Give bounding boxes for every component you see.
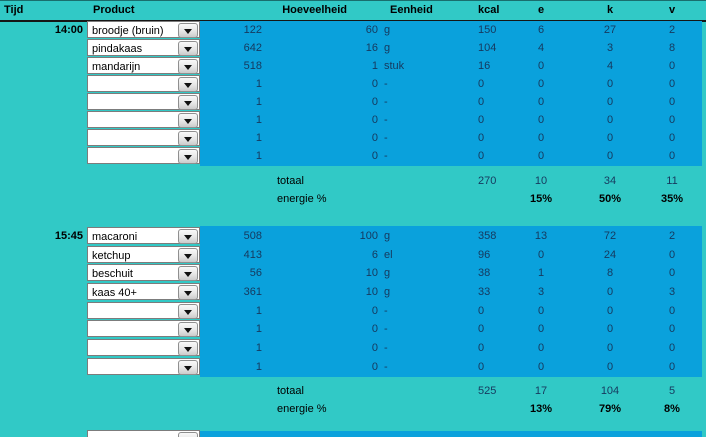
hoeveelheid-cell[interactable]: 56 bbox=[249, 267, 262, 279]
vet-cell: 0 bbox=[668, 249, 676, 261]
vet-cell: 8 bbox=[668, 42, 676, 54]
koolhydraat-cell: 0 bbox=[606, 286, 614, 298]
product-select[interactable] bbox=[87, 264, 200, 281]
vet-cell: 0 bbox=[668, 78, 676, 90]
dropdown-button[interactable] bbox=[178, 113, 198, 128]
product-select-value: macaroni bbox=[92, 231, 138, 243]
chevron-down-icon bbox=[184, 272, 192, 277]
eenheid-unit-cell: g bbox=[384, 267, 391, 279]
koolhydraat-cell: 0 bbox=[606, 150, 614, 162]
kcal-cell: 0 bbox=[478, 323, 485, 335]
dropdown-button[interactable] bbox=[178, 59, 198, 74]
dropdown-button[interactable] bbox=[178, 341, 198, 356]
table-row bbox=[0, 147, 706, 165]
kcal-cell: 33 bbox=[478, 286, 491, 298]
dropdown-button[interactable] bbox=[178, 285, 198, 300]
chevron-down-icon bbox=[184, 137, 192, 142]
dropdown-button[interactable] bbox=[178, 131, 198, 146]
koolhydraat-cell: 0 bbox=[606, 78, 614, 90]
table-row bbox=[0, 358, 706, 376]
vet-cell: 0 bbox=[668, 96, 676, 108]
table-row bbox=[0, 302, 706, 320]
eenheid-amount-cell: 10 bbox=[365, 286, 378, 298]
chevron-down-icon bbox=[184, 65, 192, 70]
vet-cell: 0 bbox=[668, 305, 676, 317]
koolhydraat-cell: 72 bbox=[603, 230, 617, 242]
vet-cell: 0 bbox=[668, 361, 676, 373]
totaal-e: 17 bbox=[534, 385, 548, 397]
table-row bbox=[0, 75, 706, 93]
kcal-cell: 0 bbox=[478, 150, 485, 162]
chevron-down-icon bbox=[184, 47, 192, 52]
eenheid-unit-cell: - bbox=[384, 78, 388, 90]
eenheid-unit-cell: - bbox=[384, 150, 388, 162]
vet-cell: 3 bbox=[668, 286, 676, 298]
hoeveelheid-cell[interactable]: 122 bbox=[243, 24, 262, 36]
kcal-cell: 358 bbox=[478, 230, 497, 242]
eenheid-amount-cell: 0 bbox=[371, 361, 378, 373]
table-row bbox=[0, 57, 706, 75]
eiwit-cell: 13 bbox=[534, 230, 548, 242]
kcal-cell: 16 bbox=[478, 60, 491, 72]
dropdown-button[interactable] bbox=[178, 77, 198, 92]
header-kcal: kcal bbox=[478, 4, 500, 16]
hoeveelheid-cell[interactable]: 1 bbox=[255, 305, 262, 317]
hoeveelheid-cell[interactable]: 1 bbox=[255, 96, 262, 108]
eenheid-unit-cell: g bbox=[384, 286, 391, 298]
eiwit-cell: 0 bbox=[537, 96, 545, 108]
chevron-down-icon bbox=[184, 119, 192, 124]
eenheid-amount-cell: 100 bbox=[359, 230, 378, 242]
header-e: e bbox=[537, 4, 545, 16]
koolhydraat-cell: 3 bbox=[606, 42, 614, 54]
product-select[interactable] bbox=[87, 320, 200, 337]
product-select[interactable] bbox=[87, 283, 200, 300]
table-row bbox=[0, 227, 706, 245]
eenheid-amount-cell: 60 bbox=[365, 24, 378, 36]
eiwit-cell: 1 bbox=[537, 267, 545, 279]
chevron-down-icon bbox=[184, 83, 192, 88]
vet-cell: 0 bbox=[668, 114, 676, 126]
eenheid-amount-cell: 0 bbox=[371, 114, 378, 126]
koolhydraat-cell: 0 bbox=[606, 361, 614, 373]
chevron-down-icon bbox=[184, 101, 192, 106]
eenheid-amount-cell: 0 bbox=[371, 305, 378, 317]
time-label: 14:00 bbox=[54, 24, 83, 36]
product-select[interactable] bbox=[87, 430, 200, 437]
kcal-cell: 104 bbox=[478, 42, 497, 54]
eenheid-unit-cell: - bbox=[384, 305, 388, 317]
eenheid-unit-cell: g bbox=[384, 42, 391, 54]
time-label: 15:45 bbox=[54, 230, 83, 242]
eenheid-amount-cell: 10 bbox=[365, 267, 378, 279]
eiwit-cell: 0 bbox=[537, 60, 545, 72]
dropdown-button[interactable] bbox=[178, 41, 198, 56]
koolhydraat-cell: 27 bbox=[603, 24, 617, 36]
energie-v-percent: 35% bbox=[660, 193, 684, 205]
table-row bbox=[0, 339, 706, 357]
chevron-down-icon bbox=[184, 155, 192, 160]
hoeveelheid-cell[interactable]: 361 bbox=[243, 286, 262, 298]
table-row bbox=[0, 264, 706, 282]
product-select-value: kaas 40+ bbox=[92, 287, 137, 299]
header-k: k bbox=[606, 4, 614, 16]
chevron-down-icon bbox=[184, 366, 192, 371]
product-select-value: mandarijn bbox=[92, 61, 141, 73]
eiwit-cell: 3 bbox=[537, 286, 545, 298]
dropdown-button[interactable] bbox=[178, 322, 198, 337]
chevron-down-icon bbox=[184, 235, 192, 240]
eiwit-cell: 0 bbox=[537, 249, 545, 261]
vet-cell: 0 bbox=[668, 150, 676, 162]
column-header-row bbox=[0, 1, 706, 22]
table-row bbox=[0, 320, 706, 338]
hoeveelheid-cell[interactable]: 1 bbox=[255, 361, 262, 373]
eenheid-unit-cell: - bbox=[384, 361, 388, 373]
product-select[interactable] bbox=[87, 339, 200, 356]
vet-cell: 0 bbox=[668, 60, 676, 72]
koolhydraat-cell: 0 bbox=[606, 305, 614, 317]
vet-cell: 0 bbox=[668, 342, 676, 354]
hoeveelheid-cell[interactable]: 642 bbox=[243, 42, 262, 54]
header-hoeveelheid: Hoeveelheid bbox=[282, 4, 347, 16]
header-eenheid: Eenheid bbox=[390, 4, 433, 16]
hoeveelheid-cell[interactable]: 1 bbox=[255, 132, 262, 144]
koolhydraat-cell: 24 bbox=[603, 249, 617, 261]
hoeveelheid-cell[interactable]: 413 bbox=[243, 249, 262, 261]
energie-row bbox=[0, 400, 706, 418]
kcal-cell: 38 bbox=[478, 267, 491, 279]
table-row bbox=[0, 39, 706, 57]
header-tijd: Tijd bbox=[4, 4, 24, 16]
product-select-value: broodje (bruin) bbox=[92, 25, 164, 37]
dropdown-button[interactable] bbox=[178, 432, 198, 437]
product-select[interactable] bbox=[87, 39, 200, 56]
koolhydraat-cell: 8 bbox=[606, 267, 614, 279]
eenheid-amount-cell: 0 bbox=[371, 132, 378, 144]
kcal-cell: 0 bbox=[478, 132, 485, 144]
product-select-value: ketchup bbox=[92, 250, 131, 262]
product-select[interactable] bbox=[87, 21, 200, 38]
product-select[interactable] bbox=[87, 57, 200, 74]
eiwit-cell: 0 bbox=[537, 114, 545, 126]
totaal-k: 34 bbox=[603, 175, 617, 187]
product-select[interactable] bbox=[87, 75, 200, 92]
eenheid-amount-cell: 0 bbox=[371, 150, 378, 162]
dropdown-button[interactable] bbox=[178, 360, 198, 375]
eenheid-unit-cell: - bbox=[384, 96, 388, 108]
eenheid-amount-cell: 0 bbox=[371, 323, 378, 335]
table-row bbox=[0, 93, 706, 111]
eiwit-cell: 0 bbox=[537, 323, 545, 335]
product-select[interactable] bbox=[87, 246, 200, 263]
koolhydraat-cell: 4 bbox=[606, 60, 614, 72]
kcal-cell: 0 bbox=[478, 96, 485, 108]
totaal-kcal: 525 bbox=[478, 385, 497, 397]
header-v: v bbox=[668, 4, 676, 16]
header-product: Product bbox=[93, 4, 135, 16]
vet-cell: 2 bbox=[668, 24, 676, 36]
eenheid-unit-cell: - bbox=[384, 342, 388, 354]
energie-e-percent: 15% bbox=[529, 193, 553, 205]
eiwit-cell: 4 bbox=[537, 42, 545, 54]
totaal-label: totaal bbox=[277, 175, 304, 187]
table-row bbox=[0, 246, 706, 264]
table-row-partial bbox=[0, 430, 706, 437]
kcal-cell: 0 bbox=[478, 361, 485, 373]
dropdown-button[interactable] bbox=[178, 95, 198, 110]
kcal-cell: 0 bbox=[478, 78, 485, 90]
energie-row bbox=[0, 190, 706, 208]
eiwit-cell: 0 bbox=[537, 78, 545, 90]
eenheid-unit-cell: - bbox=[384, 132, 388, 144]
dropdown-button[interactable] bbox=[178, 304, 198, 319]
eenheid-amount-cell: 0 bbox=[371, 96, 378, 108]
totaal-label: totaal bbox=[277, 385, 304, 397]
energie-label: energie % bbox=[277, 193, 327, 205]
energie-e-percent: 13% bbox=[529, 403, 553, 415]
product-select[interactable] bbox=[87, 129, 200, 146]
dropdown-button[interactable] bbox=[178, 229, 198, 244]
totaal-kcal: 270 bbox=[478, 175, 497, 187]
dropdown-button[interactable] bbox=[178, 266, 198, 281]
koolhydraat-cell: 0 bbox=[606, 132, 614, 144]
kcal-cell: 0 bbox=[478, 114, 485, 126]
koolhydraat-cell: 0 bbox=[606, 323, 614, 335]
dropdown-button[interactable] bbox=[178, 23, 198, 38]
eiwit-cell: 0 bbox=[537, 342, 545, 354]
product-select[interactable] bbox=[87, 93, 200, 110]
product-select[interactable] bbox=[87, 302, 200, 319]
totaal-v: 11 bbox=[666, 175, 678, 187]
eenheid-unit-cell: stuk bbox=[384, 60, 405, 72]
eenheid-unit-cell: el bbox=[384, 249, 393, 261]
totaal-v: 5 bbox=[668, 385, 676, 397]
hoeveelheid-cell[interactable]: 1 bbox=[255, 342, 262, 354]
kcal-cell: 0 bbox=[478, 342, 485, 354]
table-row bbox=[0, 129, 706, 147]
product-select[interactable] bbox=[87, 111, 200, 128]
table-row bbox=[0, 283, 706, 301]
energie-k-percent: 50% bbox=[598, 193, 622, 205]
product-select-value: beschuit bbox=[92, 268, 133, 280]
chevron-down-icon bbox=[184, 254, 192, 259]
table-row bbox=[0, 21, 706, 39]
totaal-row bbox=[0, 172, 706, 190]
energie-v-percent: 8% bbox=[664, 403, 680, 415]
hoeveelheid-cell[interactable]: 1 bbox=[255, 114, 262, 126]
hoeveelheid-cell[interactable]: 508 bbox=[243, 230, 262, 242]
eiwit-cell: 0 bbox=[537, 361, 545, 373]
eenheid-amount-cell: 0 bbox=[371, 78, 378, 90]
chevron-down-icon bbox=[184, 29, 192, 34]
eenheid-unit-cell: g bbox=[384, 230, 391, 242]
eiwit-cell: 6 bbox=[537, 24, 545, 36]
kcal-cell: 150 bbox=[478, 24, 497, 36]
product-select[interactable] bbox=[87, 227, 200, 244]
vet-cell: 0 bbox=[668, 132, 676, 144]
eenheid-unit-cell: g bbox=[384, 24, 391, 36]
dropdown-button[interactable] bbox=[178, 248, 198, 263]
eenheid-amount-cell: 6 bbox=[371, 249, 378, 261]
energie-label: energie % bbox=[277, 403, 327, 415]
totaal-row bbox=[0, 382, 706, 400]
eenheid-amount-cell: 16 bbox=[365, 42, 378, 54]
product-select[interactable] bbox=[87, 358, 200, 375]
kcal-cell: 96 bbox=[478, 249, 491, 261]
dropdown-button[interactable] bbox=[178, 149, 198, 164]
hoeveelheid-cell[interactable]: 1 bbox=[255, 323, 262, 335]
chevron-down-icon bbox=[184, 291, 192, 296]
koolhydraat-cell: 0 bbox=[606, 342, 614, 354]
eenheid-amount-cell: 1 bbox=[371, 60, 378, 72]
table-row bbox=[0, 111, 706, 129]
product-select-value: pindakaas bbox=[92, 43, 143, 55]
hoeveelheid-cell[interactable]: 1 bbox=[255, 150, 262, 162]
vet-cell: 0 bbox=[668, 323, 676, 335]
koolhydraat-cell: 0 bbox=[606, 96, 614, 108]
eiwit-cell: 0 bbox=[537, 132, 545, 144]
chevron-down-icon bbox=[184, 310, 192, 315]
eiwit-cell: 0 bbox=[537, 305, 545, 317]
chevron-down-icon bbox=[184, 328, 192, 333]
totaal-e: 10 bbox=[534, 175, 548, 187]
koolhydraat-cell: 0 bbox=[606, 114, 614, 126]
eenheid-unit-cell: - bbox=[384, 114, 388, 126]
energie-k-percent: 79% bbox=[598, 403, 622, 415]
eiwit-cell: 0 bbox=[537, 150, 545, 162]
vet-cell: 0 bbox=[668, 267, 676, 279]
chevron-down-icon bbox=[184, 347, 192, 352]
hoeveelheid-cell[interactable]: 518 bbox=[243, 60, 262, 72]
eenheid-amount-cell: 0 bbox=[371, 342, 378, 354]
kcal-cell: 0 bbox=[478, 305, 485, 317]
product-select[interactable] bbox=[87, 147, 200, 164]
vet-cell: 2 bbox=[668, 230, 676, 242]
eenheid-unit-cell: - bbox=[384, 323, 388, 335]
hoeveelheid-cell[interactable]: 1 bbox=[255, 78, 262, 90]
totaal-k: 104 bbox=[600, 385, 620, 397]
